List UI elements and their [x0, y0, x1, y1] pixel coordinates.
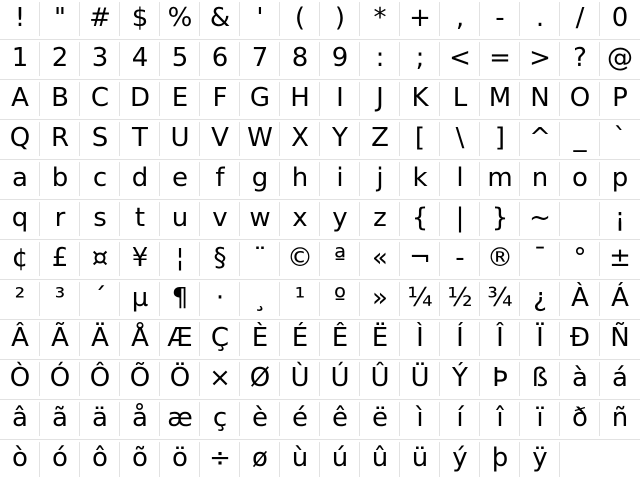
glyph-cell: |	[440, 200, 480, 239]
glyph-cell: 0	[611, 3, 629, 33]
glyph-cell: U	[160, 120, 200, 159]
glyph-cell: &	[200, 0, 240, 39]
glyph-cell: ®	[480, 240, 520, 279]
glyph-cell: i	[320, 160, 360, 199]
glyph-cell: Õ	[120, 360, 160, 399]
glyph-cell: F	[200, 80, 240, 119]
glyph-cell: J	[360, 80, 400, 119]
glyph-cell: È	[240, 320, 280, 359]
glyph-cell: E	[160, 80, 200, 119]
glyph-cell: §	[200, 240, 240, 279]
glyph-cell: Ý	[440, 360, 480, 399]
glyph-cell: )	[320, 0, 360, 39]
glyph-cell: ø	[240, 440, 280, 480]
glyph-cell: ¾	[480, 280, 520, 319]
glyph-cell: D	[120, 80, 160, 119]
glyph-cell: á	[612, 363, 628, 393]
glyph-cell: -	[480, 0, 520, 39]
glyph-cell: h	[280, 160, 320, 199]
glyph-cell	[560, 440, 600, 480]
glyph-cell: N	[520, 80, 560, 119]
glyph-cell: ^	[520, 120, 560, 159]
glyph-cell: Ç	[200, 320, 240, 359]
glyph-row	[0, 80, 640, 120]
glyph-cell: <	[440, 40, 480, 79]
glyph-cell: :	[360, 40, 400, 79]
glyph-cell: Ù	[280, 360, 320, 399]
glyph-cell: ´	[80, 280, 120, 319]
glyph-cell: z	[360, 200, 400, 239]
glyph-cell: ¡	[614, 203, 626, 233]
glyph-cell: ê	[320, 400, 360, 439]
glyph-cell: =	[480, 40, 520, 79]
glyph-cell: ¸	[240, 280, 280, 319]
glyph-cell: ï	[520, 400, 560, 439]
glyph-cell: Ó	[40, 360, 80, 399]
glyph-cell: Ú	[320, 360, 360, 399]
glyph-cell: \	[440, 120, 480, 159]
glyph-cell: Æ	[160, 320, 200, 359]
glyph-cell: í	[440, 400, 480, 439]
glyph-cell: ã	[40, 400, 80, 439]
glyph-cell: Þ	[480, 360, 520, 399]
glyph-cell: ù	[280, 440, 320, 480]
glyph-cell: °	[560, 240, 600, 279]
glyph-cell: é	[280, 400, 320, 439]
glyph-cell: q	[0, 200, 40, 239]
glyph-cell: .	[520, 0, 560, 39]
glyph-cell: ñ	[611, 403, 629, 433]
glyph-cell: Q	[0, 120, 40, 159]
glyph-cell: ó	[40, 440, 80, 480]
glyph-cell: ¯	[520, 240, 560, 279]
glyph-cell: è	[240, 400, 280, 439]
glyph-cell: ‑	[440, 240, 480, 279]
glyph-cell: ,	[440, 0, 480, 39]
glyph-cell: ë	[360, 400, 400, 439]
glyph-cell: ü	[400, 440, 440, 480]
glyph-cell: I	[320, 80, 360, 119]
glyph-cell: K	[400, 80, 440, 119]
glyph-cell: 6	[200, 40, 240, 79]
glyph-cell: ò	[0, 440, 40, 480]
glyph-cell: µ	[120, 280, 160, 319]
glyph-cell: 9	[320, 40, 360, 79]
glyph-cell: æ	[160, 400, 200, 439]
glyph-cell: e	[160, 160, 200, 199]
glyph-cell: Ê	[320, 320, 360, 359]
glyph-cell: ½	[440, 280, 480, 319]
glyph-cell: ª	[320, 240, 360, 279]
glyph-row	[0, 120, 640, 160]
glyph-cell: ö	[160, 440, 200, 480]
glyph-cell: Å	[120, 320, 160, 359]
glyph-cell: *	[360, 0, 400, 39]
glyph-cell: ¦	[160, 240, 200, 279]
glyph-cell: %	[160, 0, 200, 39]
glyph-cell: Ð	[560, 320, 600, 359]
glyph-cell: 1	[0, 40, 40, 79]
glyph-cell: V	[200, 120, 240, 159]
glyph-cell: Ã	[40, 320, 80, 359]
glyph-cell: å	[120, 400, 160, 439]
glyph-cell: ³	[40, 280, 80, 319]
glyph-cell: }	[480, 200, 520, 239]
glyph-cell: ×	[200, 360, 240, 399]
glyph-cell: +	[400, 0, 440, 39]
glyph-cell: "	[40, 0, 80, 39]
glyph-cell: Ö	[160, 360, 200, 399]
glyph-cell: ð	[560, 400, 600, 439]
glyph-row	[0, 280, 640, 320]
glyph-cell: B	[40, 80, 80, 119]
glyph-cell: ç	[200, 400, 240, 439]
glyph-cell: ]	[480, 120, 520, 159]
glyph-cell: ý	[440, 440, 480, 480]
glyph-cell: 5	[160, 40, 200, 79]
glyph-cell: '	[240, 0, 280, 39]
glyph-cell: Ø	[240, 360, 280, 399]
glyph-cell: {	[400, 200, 440, 239]
glyph-cell: 7	[240, 40, 280, 79]
glyph-cell: ¬	[400, 240, 440, 279]
glyph-cell: g	[240, 160, 280, 199]
glyph-cell: £	[40, 240, 80, 279]
glyph-cell: Ï	[520, 320, 560, 359]
glyph-cell: ì	[400, 400, 440, 439]
glyph-cell: w	[240, 200, 280, 239]
glyph-cell: ¼	[400, 280, 440, 319]
glyph-cell: u	[160, 200, 200, 239]
glyph-cell: 8	[280, 40, 320, 79]
glyph-cell: Ë	[360, 320, 400, 359]
glyph-cell: 2	[40, 40, 80, 79]
glyph-cell: ¹	[280, 280, 320, 319]
glyph-cell: Û	[360, 360, 400, 399]
glyph-cell: Ì	[400, 320, 440, 359]
glyph-row	[0, 200, 640, 240]
glyph-cell: ¨	[240, 240, 280, 279]
glyph-cell: ß	[520, 360, 560, 399]
glyph-cell: /	[560, 0, 600, 39]
glyph-cell: Z	[360, 120, 400, 159]
glyph-cell: W	[240, 120, 280, 159]
glyph-cell: n	[520, 160, 560, 199]
glyph-cell: ±	[609, 243, 631, 273]
glyph-cell: v	[200, 200, 240, 239]
glyph-cell: P	[612, 83, 628, 113]
glyph-cell: õ	[120, 440, 160, 480]
glyph-cell: A	[0, 80, 40, 119]
glyph-cell: à	[560, 360, 600, 399]
glyph-cell: Y	[320, 120, 360, 159]
glyph-cell: d	[120, 160, 160, 199]
glyph-cell: b	[40, 160, 80, 199]
glyph-cell: L	[440, 80, 480, 119]
glyph-cell: r	[40, 200, 80, 239]
glyph-cell: ¿	[520, 280, 560, 319]
glyph-cell: þ	[480, 440, 520, 480]
glyph-cell	[560, 200, 600, 239]
glyph-cell: O	[560, 80, 600, 119]
glyph-cell: º	[320, 280, 360, 319]
glyph-cell: Î	[480, 320, 520, 359]
glyph-row	[0, 360, 640, 400]
glyph-cell: â	[0, 400, 40, 439]
glyph-cell: $	[120, 0, 160, 39]
glyph-cell: a	[0, 160, 40, 199]
glyph-cell: T	[120, 120, 160, 159]
glyph-cell: Ñ	[610, 323, 630, 353]
glyph-cell: À	[560, 280, 600, 319]
glyph-cell: H	[280, 80, 320, 119]
glyph-cell: Â	[0, 320, 40, 359]
glyph-cell: G	[240, 80, 280, 119]
glyph-cell: ©	[280, 240, 320, 279]
glyph-cell: k	[400, 160, 440, 199]
glyph-row	[0, 320, 640, 360]
glyph-cell: c	[80, 160, 120, 199]
glyph-cell: s	[80, 200, 120, 239]
glyph-cell: ·	[200, 280, 240, 319]
glyph-cell: ?	[560, 40, 600, 79]
glyph-cell: X	[280, 120, 320, 159]
glyph-cell: ÿ	[520, 440, 560, 480]
glyph-cell: ú	[320, 440, 360, 480]
glyph-cell: C	[80, 80, 120, 119]
glyph-cell: (	[280, 0, 320, 39]
glyph-cell: Ä	[80, 320, 120, 359]
glyph-cell: ~	[520, 200, 560, 239]
glyph-cell: «	[360, 240, 400, 279]
glyph-cell: R	[40, 120, 80, 159]
glyph-row	[0, 40, 640, 80]
glyph-cell: >	[520, 40, 560, 79]
glyph-cell: l	[440, 160, 480, 199]
glyph-cell: ¤	[80, 240, 120, 279]
glyph-cell: ²	[0, 280, 40, 319]
glyph-cell: 3	[80, 40, 120, 79]
glyph-cell: 4	[120, 40, 160, 79]
glyph-cell: ¢	[0, 240, 40, 279]
glyph-cell: [	[400, 120, 440, 159]
glyph-cell: ä	[80, 400, 120, 439]
glyph-cell	[600, 440, 640, 480]
glyph-cell: Ü	[400, 360, 440, 399]
glyph-cell: ;	[400, 40, 440, 79]
glyph-cell: ô	[80, 440, 120, 480]
glyph-cell: y	[320, 200, 360, 239]
glyph-cell: ¥	[120, 240, 160, 279]
glyph-cell: î	[480, 400, 520, 439]
glyph-cell: M	[480, 80, 520, 119]
glyph-cell: S	[80, 120, 120, 159]
glyph-cell: !	[0, 0, 40, 39]
glyph-cell: Ô	[80, 360, 120, 399]
glyph-cell: @	[607, 43, 633, 73]
glyph-cell: û	[360, 440, 400, 480]
glyph-cell: #	[80, 0, 120, 39]
glyph-cell: ¶	[160, 280, 200, 319]
glyph-row	[0, 240, 640, 280]
glyph-cell: ÷	[200, 440, 240, 480]
glyph-cell: m	[480, 160, 520, 199]
glyph-row	[0, 160, 640, 200]
glyph-cell: j	[360, 160, 400, 199]
glyph-cell: x	[280, 200, 320, 239]
glyph-cell: »	[360, 280, 400, 319]
glyph-row	[0, 0, 640, 40]
glyph-row	[0, 440, 640, 480]
glyph-cell: f	[200, 160, 240, 199]
glyph-cell: o	[560, 160, 600, 199]
glyph-cell: É	[280, 320, 320, 359]
glyph-row	[0, 400, 640, 440]
glyph-cell: Á	[611, 283, 629, 313]
glyph-cell: Í	[440, 320, 480, 359]
glyph-cell: _	[560, 120, 600, 159]
glyph-cell: p	[611, 163, 629, 193]
glyph-cell: t	[120, 200, 160, 239]
glyph-cell: `	[613, 123, 627, 153]
glyph-cell: Ò	[0, 360, 40, 399]
